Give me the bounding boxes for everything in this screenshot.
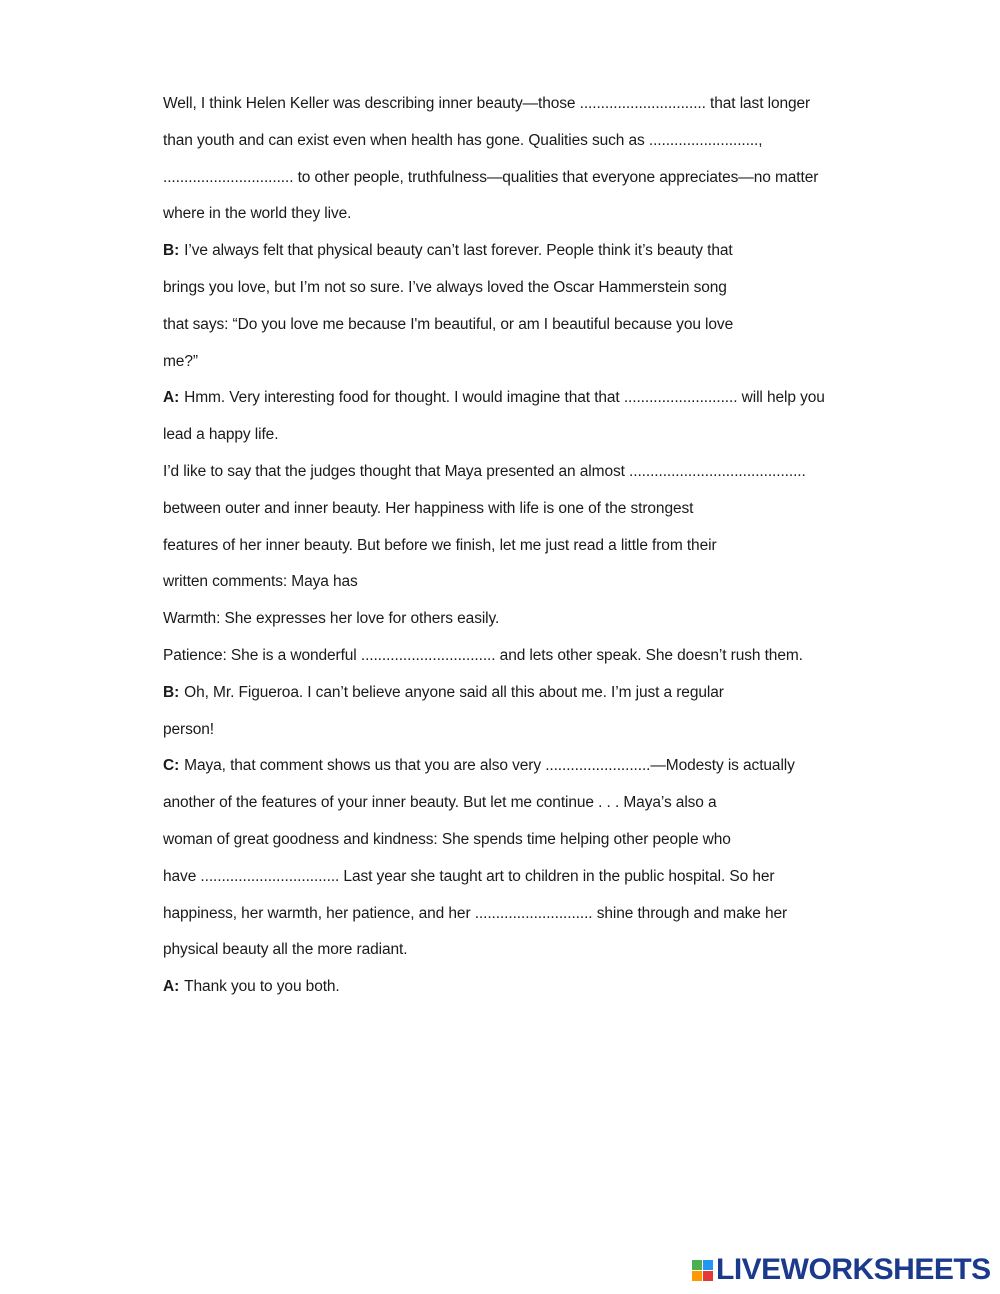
line-text: physical beauty all the more radiant. <box>163 941 408 959</box>
speaker-label: A: <box>163 389 180 407</box>
line-text: another of the features of your inner beauty. But let me continue . . . Maya’s also a <box>163 794 717 812</box>
line-text: Well, I think Helen Keller was describing inner beauty—those .............................. that last longer <box>163 95 811 112</box>
line-text: Maya, that comment shows us that you are also very .........................—Modesty is actually <box>184 757 795 775</box>
text-line-23 <box>163 902 923 939</box>
text-line-2 <box>163 129 923 166</box>
line-text: Patience: She is a wonderful ................................ and lets other speak. She doesn’t rush them. <box>163 646 803 664</box>
line-text: Hmm. Very interesting food for thought. I would imagine that that ........................... will help you <box>184 389 825 407</box>
text-line-22 <box>163 865 923 902</box>
text-line-14 <box>163 570 923 607</box>
text-line-12 <box>163 497 923 534</box>
line-text: me?” <box>163 352 198 370</box>
text-line-18 <box>163 718 923 755</box>
line-text: than youth and can exist even when health has gone. Qualities such as .........................., <box>163 131 763 149</box>
text-line-6 <box>163 276 923 313</box>
line-text: written comments: Maya has <box>163 573 358 591</box>
line-text: Oh, Mr. Figueroa. I can’t believe anyone said all this about me. I’m just a regular <box>184 683 724 701</box>
line-text: Thank you to you both. <box>184 978 340 996</box>
line-text: that says: “Do you love me because I'm beautiful, or am I beautiful because you love <box>163 315 734 333</box>
line-text: lead a happy life. <box>163 426 279 444</box>
text-line-16 <box>163 644 923 681</box>
text-line-24 <box>163 938 923 975</box>
text-line-15 <box>163 607 923 644</box>
text-line-5 <box>163 239 923 276</box>
liveworksheets-logo <box>692 1254 991 1286</box>
liveworksheets-logo-text: LIVEWORKSHEETS <box>716 1253 991 1286</box>
logo-square-i <box>703 1260 713 1270</box>
line-text: Warmth: She expresses her love for others easily. <box>163 610 500 628</box>
logo-square-e <box>703 1271 713 1281</box>
line-text: brings you love, but I’m not so sure. I’ve always loved the Oscar Hammerstein song <box>163 278 727 296</box>
text-line-8 <box>163 350 923 387</box>
speaker-label: A: <box>163 978 180 996</box>
text-line-11 <box>163 460 923 497</box>
speaker-label: B: <box>163 683 180 701</box>
line-text: I’ve always felt that physical beauty can’t last forever. People think it’s beauty that <box>184 242 733 260</box>
text-line-20 <box>163 791 923 828</box>
text-line-25 <box>163 975 923 1012</box>
text-line-10 <box>163 423 923 460</box>
text-line-3 <box>163 166 923 203</box>
line-text: have ................................. Last year she taught art to children in the public hospital. So her <box>163 867 775 885</box>
text-line-1 <box>163 92 923 129</box>
line-text: person! <box>163 720 214 738</box>
liveworksheets-logo-icon <box>692 1260 713 1281</box>
text-line-9 <box>163 386 923 423</box>
line-text: I’d like to say that the judges thought that Maya presented an almost .......................................... <box>163 462 806 480</box>
line-text: woman of great goodness and kindness: She spends time helping other people who <box>163 830 731 848</box>
dialogue-text <box>163 92 923 1012</box>
line-text: where in the world they live. <box>163 205 352 223</box>
line-text: happiness, her warmth, her patience, and her ............................ shine through and make her <box>163 904 788 922</box>
text-line-4 <box>163 202 923 239</box>
logo-square-l <box>692 1260 702 1270</box>
speaker-label: C: <box>163 757 180 775</box>
text-line-19 <box>163 754 923 791</box>
line-text: between outer and inner beauty. Her happiness with life is one of the strongest <box>163 499 694 517</box>
line-text: ............................... to other people, truthfulness—qualities that everyone appreciates—no matter <box>163 168 819 186</box>
logo-square-v <box>692 1271 702 1281</box>
text-line-17 <box>163 681 923 718</box>
text-line-21 <box>163 828 923 865</box>
line-text: features of her inner beauty. But before we finish, let me just read a little from their <box>163 536 717 554</box>
speaker-label: B: <box>163 242 180 260</box>
text-line-13 <box>163 534 923 571</box>
text-line-7 <box>163 313 923 350</box>
